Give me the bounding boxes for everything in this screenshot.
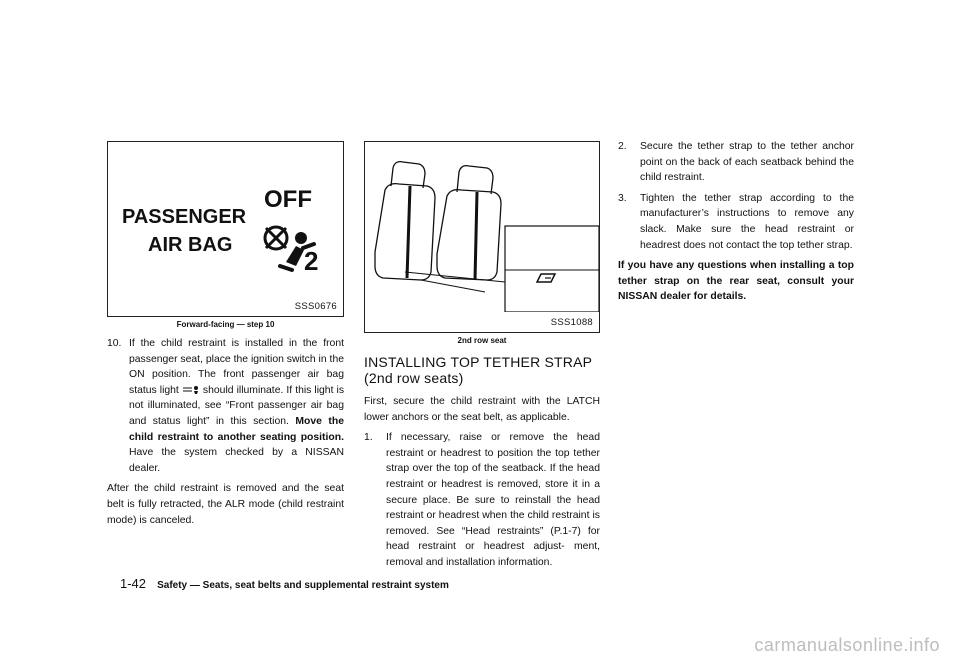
airbag-label-line2: AIR BAG	[148, 234, 233, 256]
step-bold-text: Move the child restraint to another seating position.	[129, 415, 344, 443]
step-number: 3.	[618, 192, 627, 204]
step-3	[618, 191, 854, 253]
airbag-label-line1: PASSENGER	[122, 206, 247, 228]
figure-second-row-seat	[364, 141, 600, 333]
step-text: If the child restraint is installed in the front passenger seat, place the ignition switch in the ON position. The front passenger air bag status light	[129, 338, 344, 396]
column-left	[107, 336, 344, 533]
column-middle	[364, 354, 600, 576]
seat-illustration	[365, 142, 599, 312]
step-text: Secure the tether strap to the tether anchor point on the back of each seatback behind the child restraint.	[640, 141, 854, 184]
step-number: 2.	[618, 141, 627, 152]
watermark: carmanualsonline.info	[754, 635, 940, 655]
page-number: 1-42	[120, 576, 147, 591]
step-text: If necessary, raise or remove the head restraint or headrest to position the top tether strap over the top of the seatback. If the head restraint or headrest is removed, store it in a secure place. Be sure to reinstall the head restraint or headrest when the child restraint is removed. See “Head restraints” (P.1-7) for head restraint or headrest adjust- ment, removal and installation information.	[386, 432, 600, 568]
paragraph: After the child restraint is removed and the seat belt is fully retracted, the ALR mode (child restraint mode) is canceled.	[107, 483, 344, 526]
step-10	[107, 336, 344, 476]
step-2	[618, 139, 854, 186]
footer-title: Safety — Seats, seat belts and supplemental restraint system	[157, 580, 449, 591]
figure-code: SSS0676	[294, 301, 337, 312]
column-right	[618, 139, 854, 310]
step-text: Tighten the tether strap according to the manufacturer’s instructions to remove any slack. Make sure the head restraint or headrest does not contact the top tether strap.	[640, 192, 854, 251]
step-text: should illuminate. If this light is not illuminated, see “Front passenger air bag and status light” in this section.	[129, 384, 345, 427]
figure-caption: Forward-facing — step 10	[176, 320, 275, 329]
step-text: Have the system checked by a NISSAN dealer.	[129, 447, 344, 474]
step-number: 1.	[364, 432, 373, 444]
figure-airbag-status	[107, 141, 344, 317]
figure-caption: 2nd row seat	[457, 336, 507, 345]
paragraph: First, secure the child restraint with the LATCH lower anchors or the seat belt, as applicable.	[364, 396, 600, 423]
page-footer	[120, 576, 449, 591]
step-number: 10.	[107, 338, 122, 349]
passenger-airbag-off-icon	[256, 218, 336, 288]
airbag-status-light-icon	[182, 385, 200, 395]
bold-note: If you have any questions when installing a top tether strap on the rear seat, consult your NISSAN dealer for details.	[618, 260, 854, 303]
figure-code: SSS1088	[550, 317, 593, 328]
section-heading: INSTALLING TOP TETHER STRAP (2nd row seats)	[364, 354, 592, 386]
step-1	[364, 430, 600, 570]
airbag-seat-number: 2	[304, 246, 319, 276]
airbag-off-text: OFF	[264, 186, 312, 213]
